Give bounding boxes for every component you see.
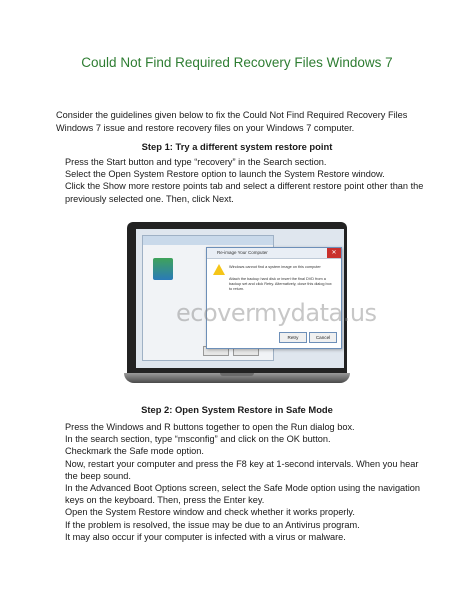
close-icon: ✕ (327, 248, 341, 258)
instruction-line: It may also occur if your computer is infected with a virus or malware. (65, 531, 346, 542)
instruction-line: Press the Windows and R buttons together to open the Run dialog box. (65, 422, 355, 432)
reimage-dialog (206, 247, 342, 349)
laptop-notch (220, 373, 254, 376)
intro-line: Windows 7 issue and restore recovery files on your Windows 7 computer. (56, 122, 355, 133)
instruction-line: Select the Open System Restore option to launch the System Restore window. (65, 169, 385, 180)
watermark: ecovermydata.us (176, 299, 377, 327)
step2-heading: Step 2: Open System Restore in Safe Mode (141, 404, 333, 415)
step2-instructions (65, 421, 425, 543)
instruction-line: Open the System Restore window and check whether it works properly. (65, 507, 355, 518)
laptop-lid (127, 222, 377, 374)
system-image-icon (153, 258, 173, 280)
window-titlebar (143, 236, 273, 245)
instruction-line: If the problem is resolved, the issue may be due to an Antivirus program. (65, 519, 360, 530)
retry-button: Retry (279, 332, 307, 343)
cancel-button: Cancel (309, 332, 337, 343)
dialog-message: Windows cannot find a system image on this computer (229, 265, 321, 269)
instruction-line: Now, restart your computer and press the F8 key at 1-second intervals. When you hear the beep sound. (65, 458, 419, 481)
warning-icon (213, 264, 225, 275)
instruction-line: Press the Start button and type “recovery” in the Search section. (65, 157, 327, 167)
dialog-title: Re-image Your Computer (217, 250, 268, 255)
instruction-line: In the search section, type “msconfig” and click on the OK button. (65, 434, 331, 445)
step1-instructions (65, 156, 425, 205)
page-title: Could Not Find Required Recovery Files Windows 7 (81, 55, 393, 70)
dialog-detail: Attach the backup hard disk or insert the final DVD from a backup set and click Retry. Alternatively, close this dialog box to return. (229, 277, 332, 291)
laptop-screen (136, 229, 377, 368)
laptop-screenshot-image (124, 222, 377, 392)
instruction-line: Checkmark the Safe mode option. (65, 446, 204, 457)
intro-line: Consider the guidelines given below to fix the Could Not Find Required Recovery Files (56, 110, 408, 120)
dialog-titlebar (207, 248, 341, 259)
instruction-line: In the Advanced Boot Options screen, select the Safe Mode option using the navigation keys on the keyboard. Then, press the Enter key. (65, 483, 420, 506)
instruction-line: Click the Show more restore points tab and select a different restore point other than the previously selected one. Then, click Next. (65, 181, 424, 204)
intro-paragraph (56, 109, 426, 134)
step1-heading: Step 1: Try a different system restore point (141, 141, 333, 152)
